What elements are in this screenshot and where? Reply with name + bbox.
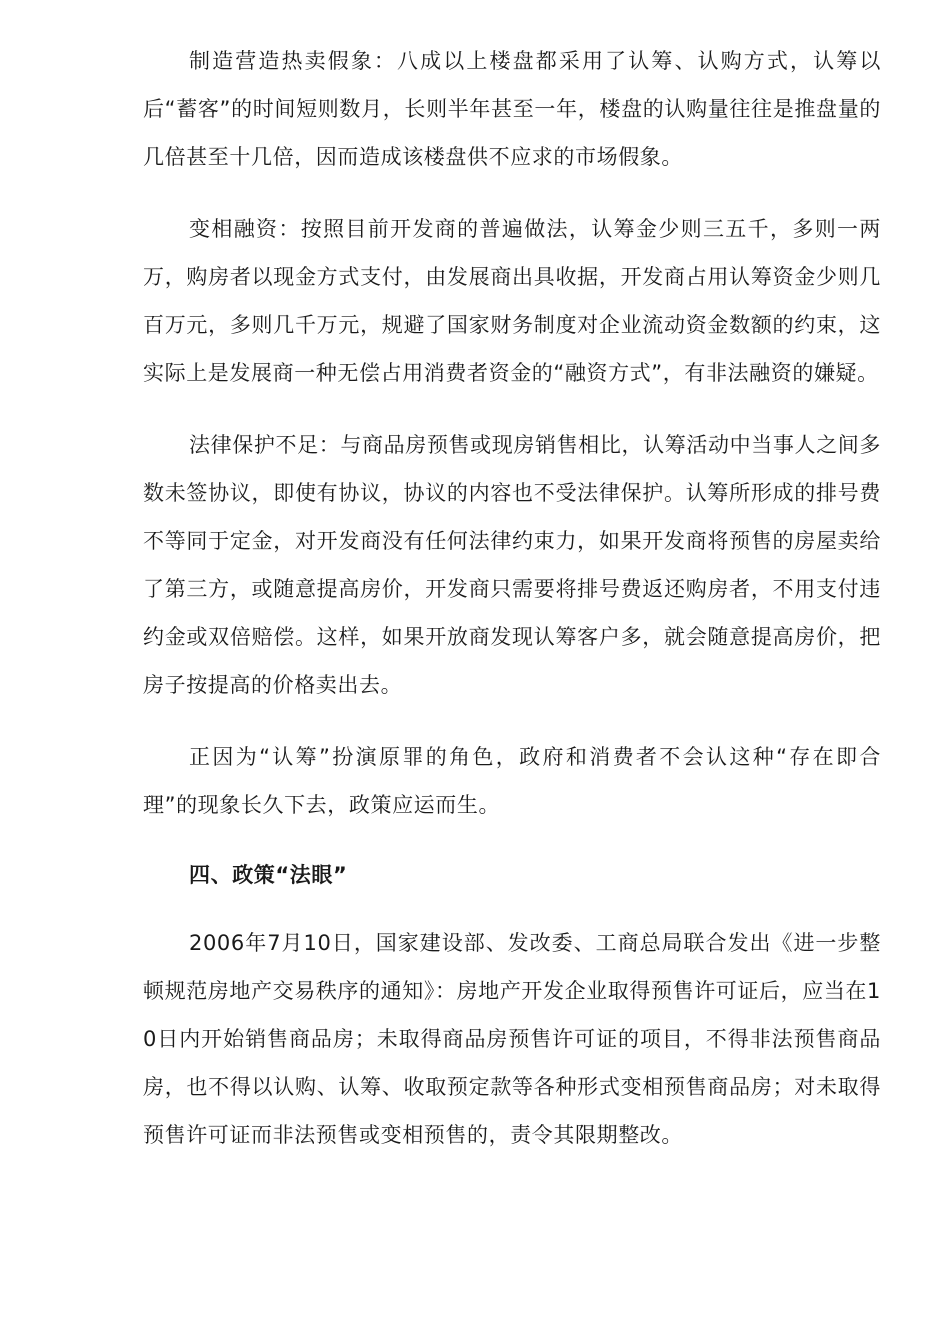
paragraph-2006-notice: 2006年7月10日，国家建设部、发改委、工商总局联合发出《进一步整顿规范房地产交易秩序的通知》：房地产开发企业取得预售许可证后，应当在10日内开始销售商品房；未取得商品房预售许可证的项目，不得非法预售商品房，也不得以认购、认筹、收取预定款等各种形式变相预售商品房；对未取得预售许可证而非法预售或变相预售的，责令其限期整改。 [143,931,881,1147]
paragraph-disguised-financing: 变相融资：按照目前开发商的普遍做法，认筹金少则三五千，多则一两万，购房者以现金方式支付，由发展商出具收据，开发商占用认筹资金少则几百万元，多则几千万元，规避了国家财务制度对企业流动资金数额的约束，这实际上是发展商一种无偿占用消费者资金的“融资方式”，有非法融资的嫌疑。 [143,217,881,385]
paragraph-insufficient-legal-protection: 法律保护不足：与商品房预售或现房销售相比，认筹活动中当事人之间多数未签协议，即使有协议，协议的内容也不受法律保护。认筹所形成的排号费不等同于定金，对开发商没有任何法律约束力，如果开发商将预售的房屋卖给了第三方，或随意提高房价，开发商只需要将排号费返还购房者，不用支付违约金或双倍赔偿。这样，如果开放商发现认筹客户多，就会随意提高房价，把房子按提高的价格卖出去。 [143,433,881,697]
document-page [143,37,881,1159]
paragraph-fake-hot-sales: 制造营造热卖假象：八成以上楼盘都采用了认筹、认购方式，认筹以后“蓄客”的时间短则数月，长则半年甚至一年，楼盘的认购量往往是推盘量的几倍甚至十几倍，因而造成该楼盘供不应求的市场假象。 [143,49,881,169]
section-heading-policy: 四、政策“法眼” [189,863,348,887]
paragraph-policy-emerges: 正因为“认筹”扮演原罪的角色，政府和消费者不会认这种“存在即合理”的现象长久下去，政策应运而生。 [143,745,881,817]
